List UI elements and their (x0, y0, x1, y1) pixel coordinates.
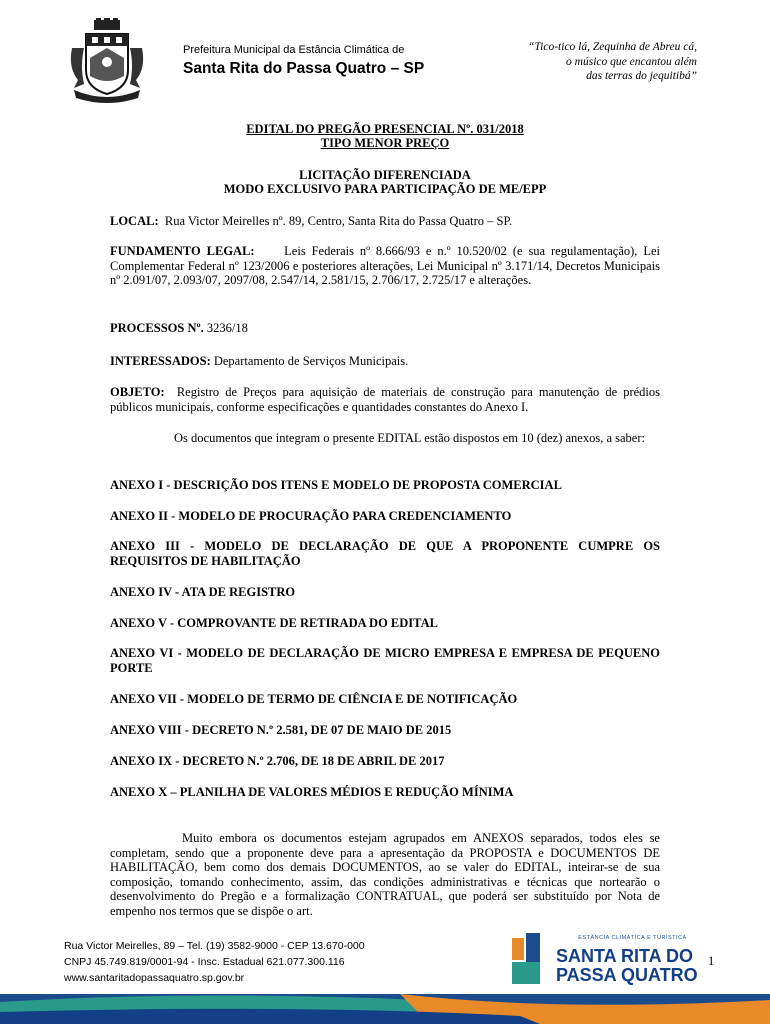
interessados-label: INTERESSADOS: (110, 354, 211, 368)
footer-address: Rua Victor Meirelles, 89 – Tel. (19) 3582-9000 - CEP 13.670-000 (64, 940, 365, 952)
objeto-text: Registro de Preços para aquisição de materiais de construção para manutenção de prédios públicos municipais, conforme especificações e quantidades constantes do Anexo I. (110, 385, 660, 414)
objeto-label: OBJETO: (110, 385, 165, 399)
annex-item: ANEXO X – PLANILHA DE VALORES MÉDIOS E REDUÇÃO MÍNIMA (110, 785, 514, 799)
fundamento-text: Leis Federais nº 8.666/93 e n.º 10.520/02 (e sua regulamentação), Lei Complementar Federal nº 123/2006 e posteriores alterações, Lei Municipal nº 3.171/14, Decretos Municipais nº 2.091/07, 2.093/07, 2097/08, 2.547/14, 2.581/15, 2.706/17, 2.725/17 e alterações. (110, 244, 660, 287)
title-line: EDITAL DO PREGÃO PRESENCIAL Nº. 031/2018 (246, 122, 524, 136)
footer-color-band (0, 994, 770, 1024)
annex-item: ANEXO VII - MODELO DE TERMO DE CIÊNCIA E DE NOTIFICAÇÃO (110, 692, 518, 706)
header-city: Santa Rita do Passa Quatro – SP (183, 60, 425, 77)
header-org-line: Prefeitura Municipal da Estância Climática de (183, 44, 405, 56)
annex-item: ANEXO I - DESCRIÇÃO DOS ITENS E MODELO DE PROPOSTA COMERCIAL (110, 478, 562, 492)
local-text: Rua Victor Meirelles nº. 89, Centro, Santa Rita do Passa Quatro – SP. (164, 214, 513, 228)
fundamento-paragraph (110, 244, 660, 288)
page-number: 1 (708, 954, 715, 968)
annex-item: ANEXO VIII - DECRETO N.º 2.581, DE 07 DE MAIO DE 2015 (110, 723, 452, 737)
annex-item: ANEXO V - COMPROVANTE DE RETIRADA DO EDITAL (110, 616, 438, 630)
logo-tagline: ESTÂNCIA CLIMÁTICA E TURÍSTICA (578, 935, 687, 941)
document-subtitle (110, 168, 660, 196)
logo-text-line2: PASSA QUATRO (556, 965, 698, 985)
footer-contact (64, 938, 365, 986)
document-title (110, 122, 660, 150)
local-paragraph (110, 214, 660, 229)
logo-text-line1: SANTA RITA DO (556, 946, 693, 966)
local-label: LOCAL: (110, 214, 159, 228)
interessados-paragraph (110, 354, 660, 369)
processos-label: PROCESSOS Nº. (110, 321, 204, 335)
annex-item: ANEXO IX - DECRETO N.º 2.706, DE 18 DE ABRIL DE 2017 (110, 754, 445, 768)
objeto-paragraph (110, 385, 660, 414)
fundamento-label: FUNDAMENTO LEGAL: (110, 244, 255, 258)
closing-paragraph: Muito embora os documentos estejam agrupados em ANEXOS separados, todos eles se completam, sendo que a proponente deve para a apresentação da PROPOSTA e DOCUMENTOS DE HABILITAÇÃO, bem como dos demais DOCUMENTOS, ao se valer do EDITAL, inteirar-se de sua composição, tomando conhecimento, assim, das condições administrativas e técnicas que nortearão o desenvolvimento do Pregão e a formalização CONTRATUAL, que poderá ser substituído por Nota de empenho nos termos que se dispõe o art. (110, 831, 660, 918)
quote-line: o músico que encantou além (566, 55, 697, 68)
footer-website-link[interactable]: www.santaritadopassaquatro.sp.gov.br (64, 972, 245, 984)
annex-item: ANEXO II - MODELO DE PROCURAÇÃO PARA CREDENCIAMENTO (110, 509, 512, 523)
annex-item: ANEXO VI - MODELO DE DECLARAÇÃO DE MICRO EMPRESA E EMPRESA DE PEQUENO PORTE (110, 646, 660, 675)
interessados-text: Departamento de Serviços Municipais. (213, 354, 409, 368)
footer-cnpj: CNPJ 45.749.819/0001-94 - Insc. Estadual 621.077.300.116 (64, 956, 345, 968)
processos-text: 3236/18 (206, 321, 248, 335)
title-line: TIPO MENOR PREÇO (320, 136, 450, 150)
subtitle-line: MODO EXCLUSIVO PARA PARTICIPAÇÃO DE ME/EPP (223, 182, 547, 196)
municipal-coat-of-arms-icon (64, 18, 150, 104)
header-quote (467, 40, 697, 84)
processos-paragraph (110, 321, 660, 336)
quote-line: das terras do jequitibá” (586, 70, 697, 82)
annex-item: ANEXO IV - ATA DE REGISTRO (110, 585, 296, 599)
quote-line: “Tico-tico lá, Zequinha de Abreu cá, (528, 41, 697, 53)
annex-item: ANEXO III - MODELO DE DECLARAÇÃO DE QUE A PROPONENTE CUMPRE OS REQUISITOS DE HABILITAÇÃO (110, 539, 660, 568)
subtitle-line: LICITAÇÃO DIFERENCIADA (299, 168, 471, 182)
documentos-paragraph: Os documentos que integram o presente EDITAL estão dispostos em 10 (dez) anexos, a saber: (174, 431, 645, 445)
